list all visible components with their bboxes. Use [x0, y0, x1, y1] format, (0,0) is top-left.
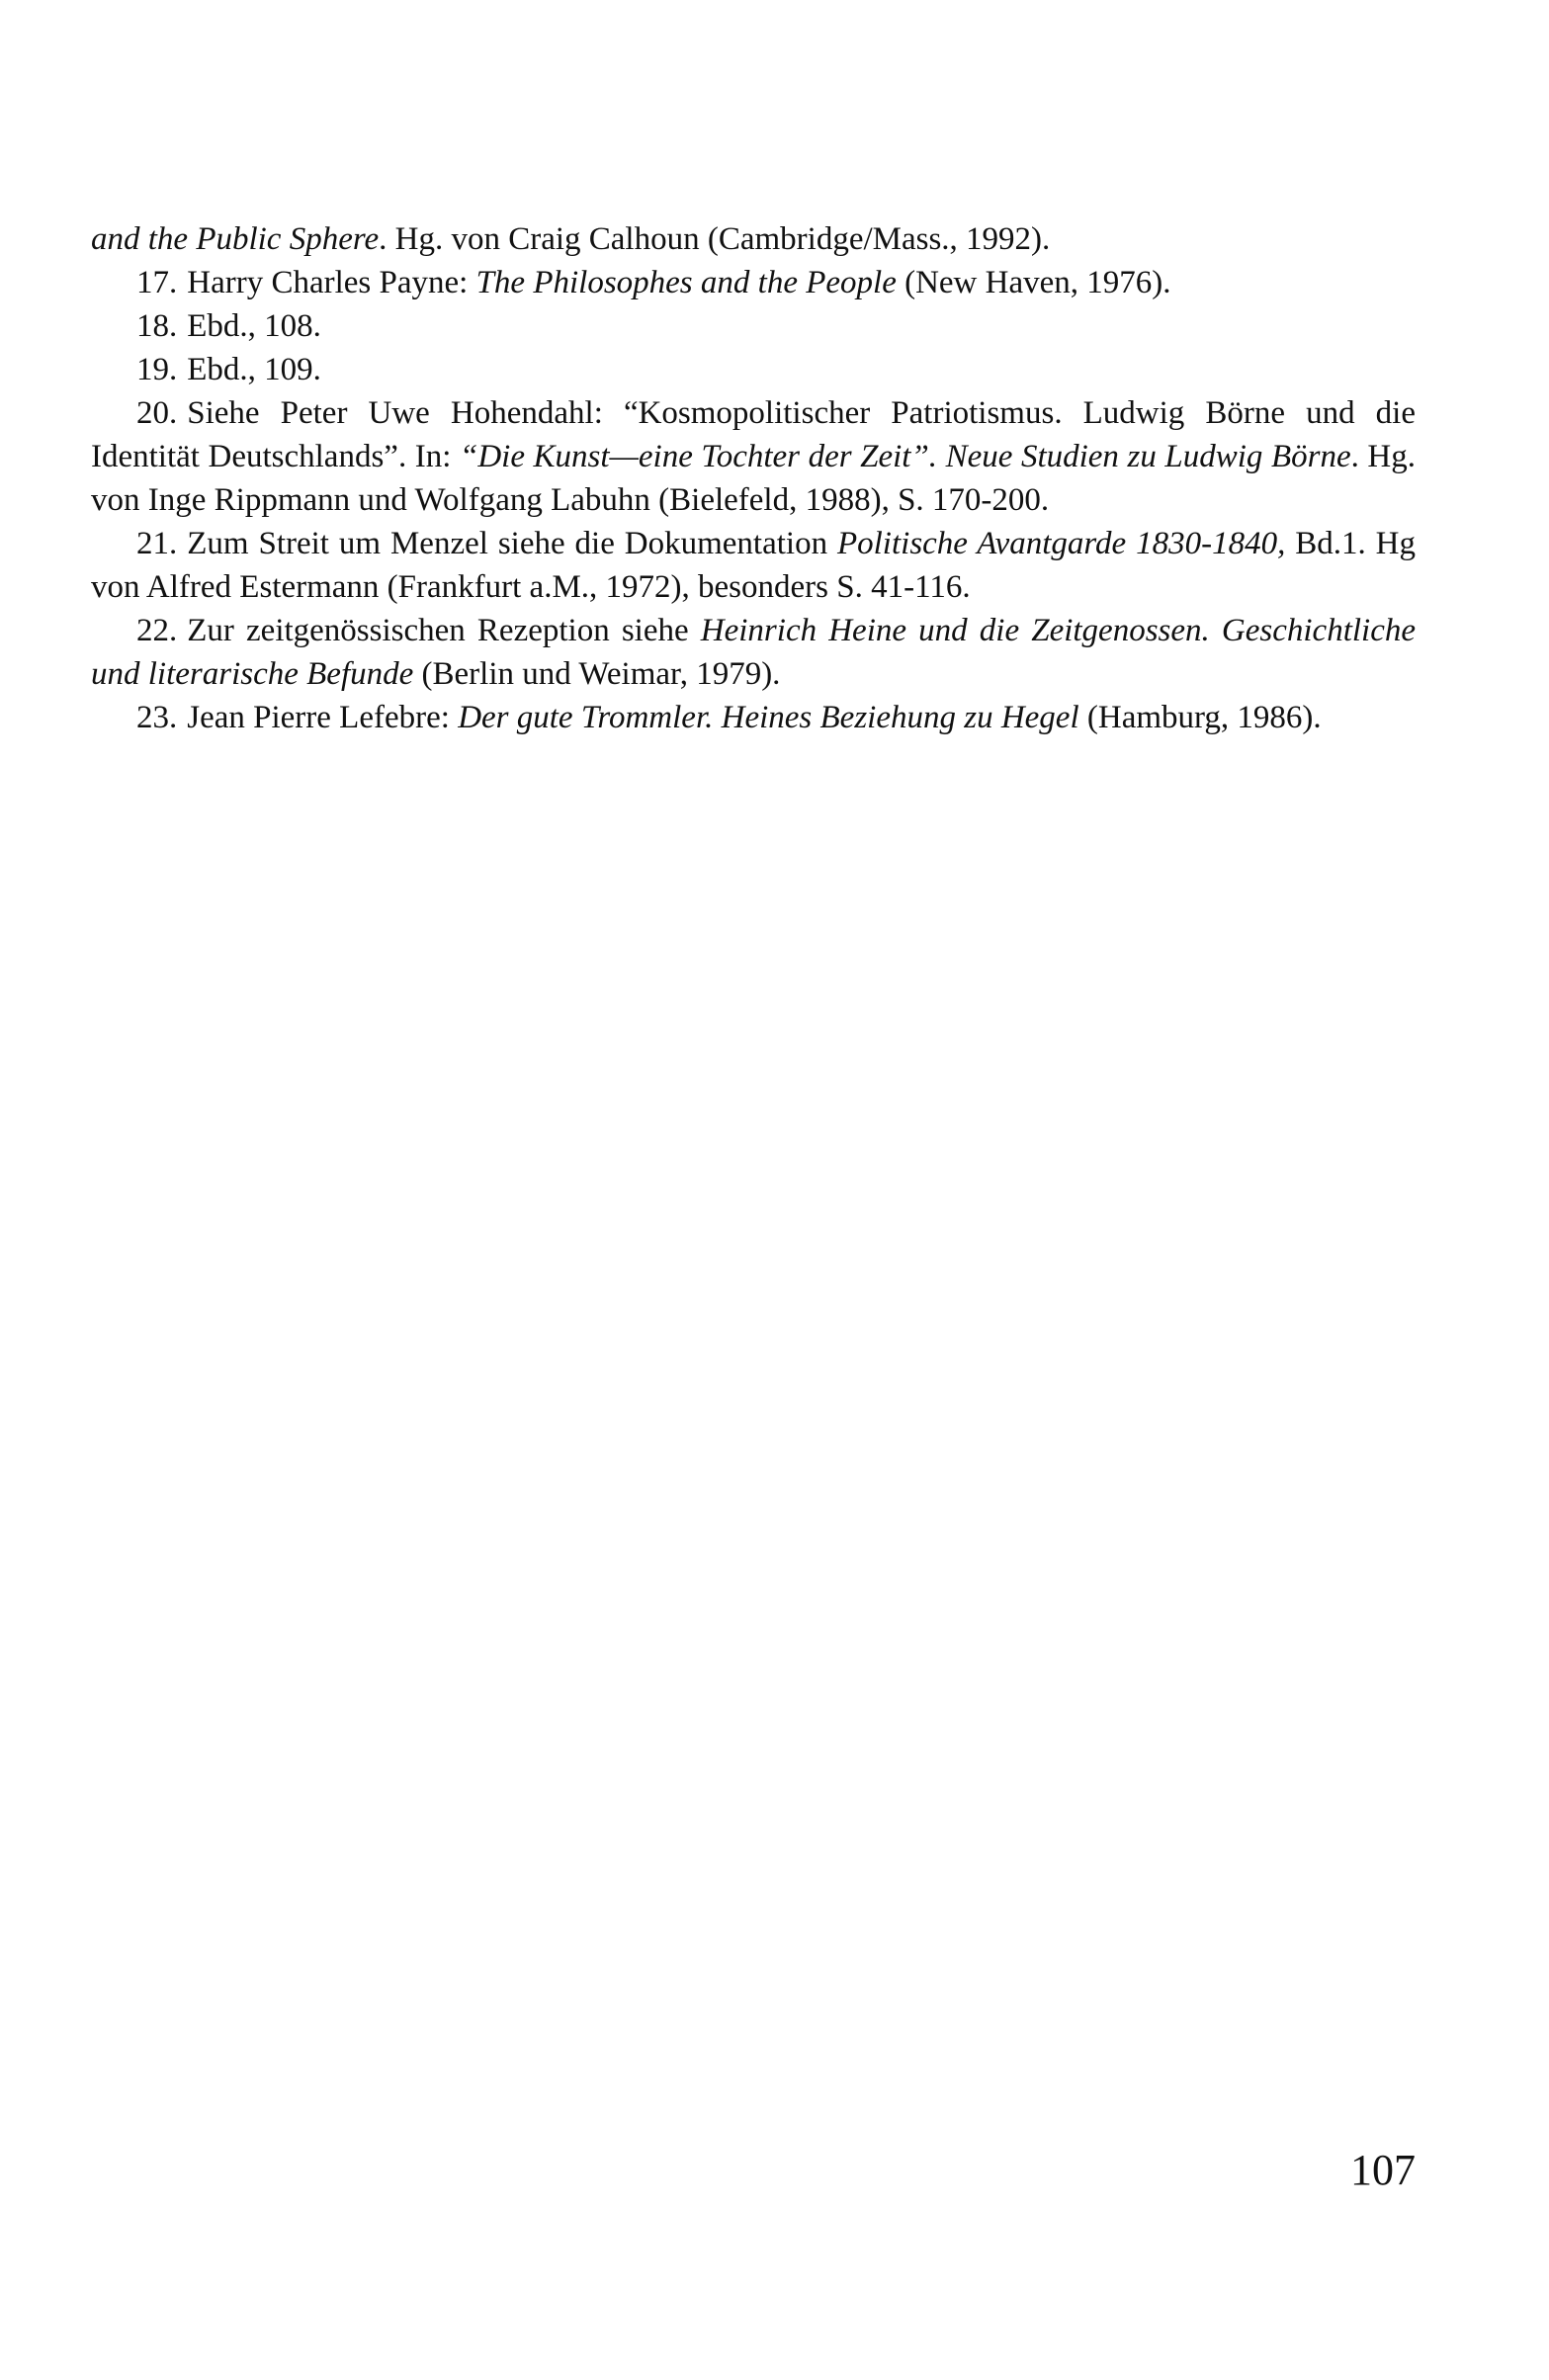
footnote-number: 22. [136, 613, 178, 648]
footnote [91, 304, 1416, 348]
footnote-text: Ebd., 108. [187, 308, 321, 344]
footnote-title-text: Politische Avantgarde 1830-1840, [836, 526, 1286, 561]
footnote [91, 391, 1416, 522]
footnote-text: Bd.1. Hg von Alfred Estermann (Frankfurt a.M., 1972), besonders S. 41-116. [91, 526, 1417, 605]
footnote [91, 522, 1416, 609]
footnote-text: . Hg. von Inge Rippmann und Wolfgang Labuhn (Bielefeld, 1988), S. 170-200. [91, 439, 1416, 518]
footnote-text: Jean Pierre Lefebre: [187, 700, 459, 735]
footnote-number: 23. [136, 700, 178, 735]
footnote-title-text: “Die Kunst—eine Tochter der Zeit”. Neue Studien zu Ludwig Börne [459, 439, 1351, 474]
footnote [91, 348, 1416, 391]
page-number: 107 [1350, 2146, 1416, 2194]
footnote [91, 261, 1416, 304]
footnote-text: Ebd., 109. [187, 352, 321, 387]
footnote-text: (Berlin und Weimar, 1979). [413, 656, 781, 692]
footnote [91, 696, 1416, 739]
footnote [91, 217, 1416, 261]
footnote-text: Siehe Peter Uwe Hohendahl: “Kosmopolitischer Patriotismus. Ludwig Börne und die Identität Deutschlands”. In: [91, 395, 1416, 474]
footnote-text: Zur zeitgenössischen Rezeption siehe [187, 613, 701, 648]
footnote-title-text: Der gute Trommler. Heines Beziehung zu Hegel [458, 700, 1079, 735]
footnote-title-text: and the Public Sphere [91, 221, 380, 257]
footnote-text: Zum Streit um Menzel siehe die Dokumentation [187, 526, 837, 561]
footnote-text: Harry Charles Payne: [187, 265, 476, 300]
footnote-number: 21. [136, 526, 178, 561]
footnote-title-text: The Philosophes and the People [475, 265, 897, 300]
footnote-number: 19. [136, 352, 178, 387]
footnote-text: (New Haven, 1976). [896, 265, 1171, 300]
footnote-text: (Hamburg, 1986). [1078, 700, 1322, 735]
footnote-title-text: Heinrich Heine und die Zeitgenossen. Geschichtliche und literarische Befunde [91, 613, 1416, 692]
footnotes-section [91, 217, 1416, 739]
footnote-number: 20. [136, 395, 178, 431]
footnote-number: 18. [136, 308, 178, 344]
footnote [91, 609, 1416, 696]
footnote-number: 17. [136, 265, 178, 300]
footnote-text: . Hg. von Craig Calhoun (Cambridge/Mass., 1992). [379, 221, 1051, 257]
